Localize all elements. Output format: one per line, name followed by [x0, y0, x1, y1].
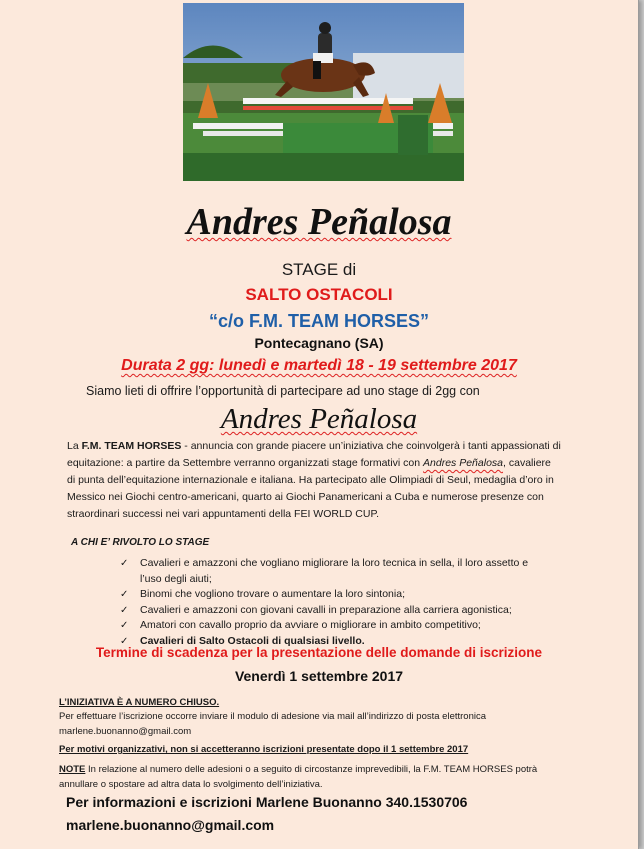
signup-instructions: Per effettuare l’iscrizione occorre inviare il modulo di adesione via mail all’indirizzo di posta elettronica: [59, 711, 487, 722]
show-jumping-photo: [183, 3, 464, 181]
check-icon: ✓: [120, 604, 129, 616]
closed-notice: L’INIZIATIVA È A NUMERO CHIUSO.: [59, 697, 220, 708]
discipline-title: SALTO OSTACOLI: [245, 285, 393, 304]
signup-email: marlene.buonanno@gmail.com: [59, 726, 192, 737]
duration: Durata 2 gg: lunedì e martedì 18 - 19 settembre 2017: [121, 357, 517, 374]
intro-line: Siamo lieti di offrire l’opportunità di partecipare ad uno stage di 2gg con: [86, 384, 480, 398]
list-item: ✓ Cavalieri e amazzoni che vogliano migliorare la loro tecnica in sella, il loro assetto e: [120, 556, 528, 572]
description-line-5: straordinari successi nei vari appuntamenti della FEI WORLD CUP.: [67, 508, 380, 520]
stage-label: STAGE di: [281, 260, 357, 279]
check-icon: ✓: [120, 620, 129, 631]
description-line-3: di punta dell’equitazione internazionale e italiana. Ha partecipato alle Olimpiadi di Seul, medaglia d’oro in: [67, 474, 554, 486]
headline-name: Andres Peñalosa: [186, 201, 452, 243]
list-item: ✓ Amatori con cavallo proprio da avviare o migliorare in ambito competitivo;: [120, 618, 528, 634]
contact-email: marlene.buonanno@gmail.com: [66, 817, 275, 833]
list-item: ✓ Binomi che vogliono trovare o aumentare la loro sintonia;: [120, 587, 528, 603]
venue-title: “c/o F.M. TEAM HORSES”: [208, 311, 430, 331]
late-notice: Per motivi organizzativi, non si accetteranno iscrizioni presentate dopo il 1 settembre 2017: [59, 744, 469, 755]
audience-list: [120, 556, 528, 649]
description-line-4: Messico nei Giochi centro-americani, quarto ai Giochi Panamericani a Cuba e numerose presenze con: [67, 491, 544, 503]
description-line-1: La F.M. TEAM HORSES - annuncia con grande piacere un’iniziativa che coinvolgerà i tanti appassionati di: [67, 440, 561, 452]
location: Pontecagnano (SA): [254, 335, 384, 351]
list-item: ✓ Cavalieri di Salto Ostacoli di qualsiasi livello.: [120, 634, 528, 650]
note-line-2: annullare o spostare ad altra data lo svolgimento dell’iniziativa.: [59, 779, 323, 790]
intro-name: Andres Peñalosa: [220, 403, 418, 435]
list-item: ✓ Cavalieri e amazzoni con giovani cavalli in preparazione alla carriera agonistica;: [120, 603, 528, 619]
check-icon: ✓: [120, 558, 129, 569]
horse-jump-image: [183, 3, 464, 181]
note-line-1: NOTE In relazione al numero delle adesioni o a seguito di circostanze imprevedibili, la F.M. TEAM HORSES potrà: [59, 764, 538, 775]
description-line-2: equitazione: a partire da Settembre verranno organizzati stage formativi con Andres Peñalosa, cavaliere: [67, 457, 551, 469]
deadline-date: Venerdì 1 settembre 2017: [234, 668, 404, 684]
check-icon: ✓: [120, 635, 129, 647]
audience-heading: A CHI E’ RIVOLTO LO STAGE: [71, 537, 210, 548]
check-icon: ✓: [120, 589, 129, 600]
list-item: l’uso degli aiuti;: [140, 572, 212, 585]
deadline-title: Termine di scadenza per la presentazione delle domande di iscrizione: [95, 645, 543, 660]
contact-line: Per informazioni e iscrizioni Marlene Buonanno 340.1530706: [66, 794, 468, 810]
